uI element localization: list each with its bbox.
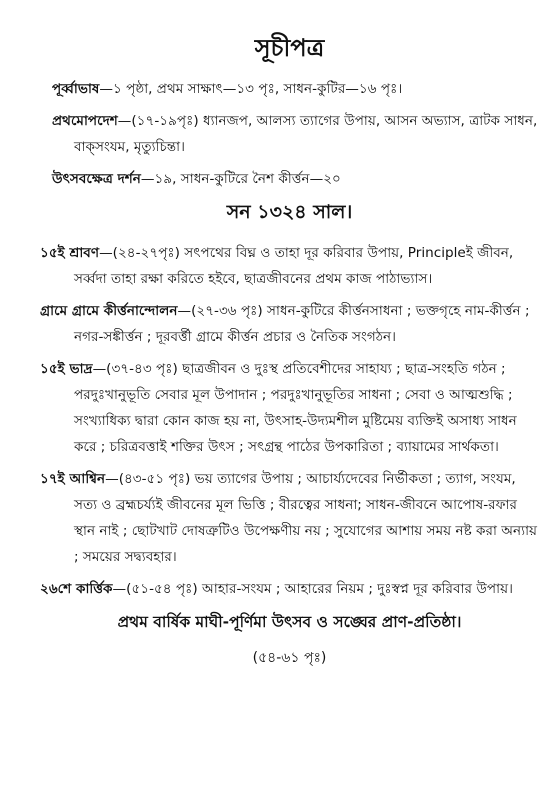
toc-entry-shravan <box>40 240 539 292</box>
year-heading: সন ১৩২৪ সাল। <box>226 201 353 223</box>
entry-heading: প্রথমোপদেশ <box>52 113 118 129</box>
toc-entry-foreword <box>40 76 539 102</box>
entry-text: —(২৪-২৭পৃঃ) সৎপথের বিঘ্ন ও তাহা দূর করিবার উপায়, Principleই জীবন, সর্ব্বদা তাহা রক্ষা করিতে হইবে, ছাত্রজীবনের প্রথম কাজ পাঠাভ্যাস। <box>74 245 514 287</box>
entry-heading: গ্রামে গ্রামে কীর্ত্তনান্দোলন <box>40 303 178 319</box>
entry-heading: উৎসবক্ষেত্র দর্শন <box>52 171 141 187</box>
toc-entry-festival-visit <box>40 166 539 192</box>
entry-text: —১৯, সাধন-কুটিরে নৈশ কীর্ত্তন—২০ <box>140 171 341 187</box>
entry-text: —(৩৭-৪৩ পৃঃ) ছাত্রজীবন ও দুঃস্থ প্রতিবেশীদের সাহায্য ; ছাত্র-সংহতি গঠন ; পরদুঃখানুভূতি সেবার মূল উপাদান ; পরদুঃখানুভূতির সাধনা ; সেবা ও আত্মশুদ্ধি ; সংখ্যাধিক্য দ্বারা কোন কাজ হয় না, উৎসাহ-উদ্যমশীল মুষ্টিমেয় ব্যক্তিই অসাধ্য সাধন করে ; চরিত্রবত্তাই শক্তির উৎস ; সৎগ্রন্থ পাঠের উপকারিতা ; ব্যায়ামের সার্থকতা। <box>74 361 517 455</box>
toc-entry-kartik <box>40 576 539 602</box>
toc-entry-first-teaching <box>40 108 539 160</box>
entry-text: —১ পৃষ্ঠা, প্রথম সাক্ষাৎ—১৩ পৃঃ, সাধন-কুটির—১৬ পৃঃ। <box>99 81 403 97</box>
entry-heading: ১৫ই শ্রাবণ <box>40 245 100 261</box>
festival-pages: (৫৪-৬১ পৃঃ) <box>252 650 327 666</box>
entry-heading: ১৫ই ভাদ্র <box>40 361 93 377</box>
toc-entry-bhadra <box>40 356 539 460</box>
entry-heading: ২৬শে কার্ত্তিক <box>40 581 113 597</box>
entry-text: —(১৭-১৯পৃঃ) ধ্যানজপ, আলস্য ত্যাগের উপায়, আসন অভ্যাস, ত্রাটক সাধন, বাক্‌সংযম, মৃত্যুচিন্তা। <box>74 113 538 155</box>
toc-entry-kirtan-movement <box>40 298 539 350</box>
festival-heading: প্রথম বার্ষিক মাঘী-পূর্ণিমা উৎসব ও সঙ্ঘের প্রাণ-প্রতিষ্ঠা। <box>117 613 462 631</box>
toc-entry-ashwin <box>40 466 539 570</box>
entry-heading: ১৭ই আশ্বিন <box>40 471 106 487</box>
entry-text: —(৪৩-৫১ পৃঃ) ভয় ত্যাগের উপায় ; আচার্য্যদেবের নির্ভীকতা ; ত্যাগ, সংযম, সত্য ও ব্রহ্মচর্য্যই জীবনের মূল ভিত্তি ; বীরত্বের সাধনা; সাধন-জীবনে আপোষ-রফার স্থান নাই ; ছোটখাট দোষত্রুটিও উপেক্ষণীয় নয় ; সুযোগের আশায় সময় নষ্ট করা অন্যায় ; সময়ের সদ্ব্যবহার। <box>74 471 538 565</box>
entry-text: —(২৭-৩৬ পৃঃ) সাধন-কুটিরে কীর্ত্তনসাধনা ; ভক্তগৃহে নাম-কীর্ত্তন ; নগর-সঙ্কীর্ত্তন ; দূরবর্ত্তী গ্রামে কীর্ত্তন প্রচার ও নৈতিক সংগঠন। <box>74 303 530 345</box>
entry-text: —(৫১-৫৪ পৃঃ) আহার-সংযম ; আহারের নিয়ম ; দুঃস্বপ্ন দূর করিবার উপায়। <box>112 581 513 597</box>
page-title: সূচীপত্র <box>254 34 325 62</box>
entry-heading: পূর্ব্বাভাষ <box>52 81 100 97</box>
